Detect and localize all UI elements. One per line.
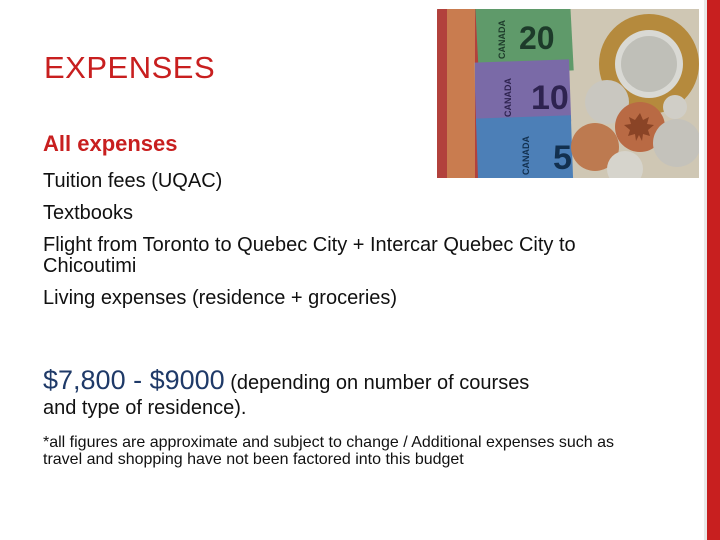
slide-title: EXPENSES (44, 50, 216, 85)
note-10-value: 10 (531, 79, 569, 117)
total-note: (depending on number of courses (224, 372, 530, 394)
list-item: Textbooks (43, 202, 134, 224)
note-20-value: 20 (519, 20, 555, 56)
accent-bar (707, 0, 720, 540)
total-amount: $7,800 - $9000 (43, 365, 225, 395)
disclaimer: *all figures are approximate and subject to change / Additional expenses such as travel and shopping have not been factored into this budget (43, 434, 615, 468)
note-5-label: CANADA (521, 136, 531, 175)
total-estimate (43, 365, 673, 420)
note-5-value: 5 (553, 139, 572, 177)
currency-photo (437, 9, 699, 178)
list-item: Tuition fees (UQAC) (43, 170, 223, 192)
section-heading: All expenses (43, 131, 178, 156)
currency-photo-icon (437, 9, 699, 178)
note-20-label: CANADA (497, 20, 507, 59)
list-item: Living expenses (residence + groceries) (43, 287, 398, 309)
list-item: Flight from Toronto to Quebec City + Intercar Quebec City to Chicoutimi (43, 234, 576, 277)
note-10-label: CANADA (503, 78, 513, 117)
total-note-continued: and type of residence). (43, 397, 247, 419)
expense-list (43, 171, 653, 320)
